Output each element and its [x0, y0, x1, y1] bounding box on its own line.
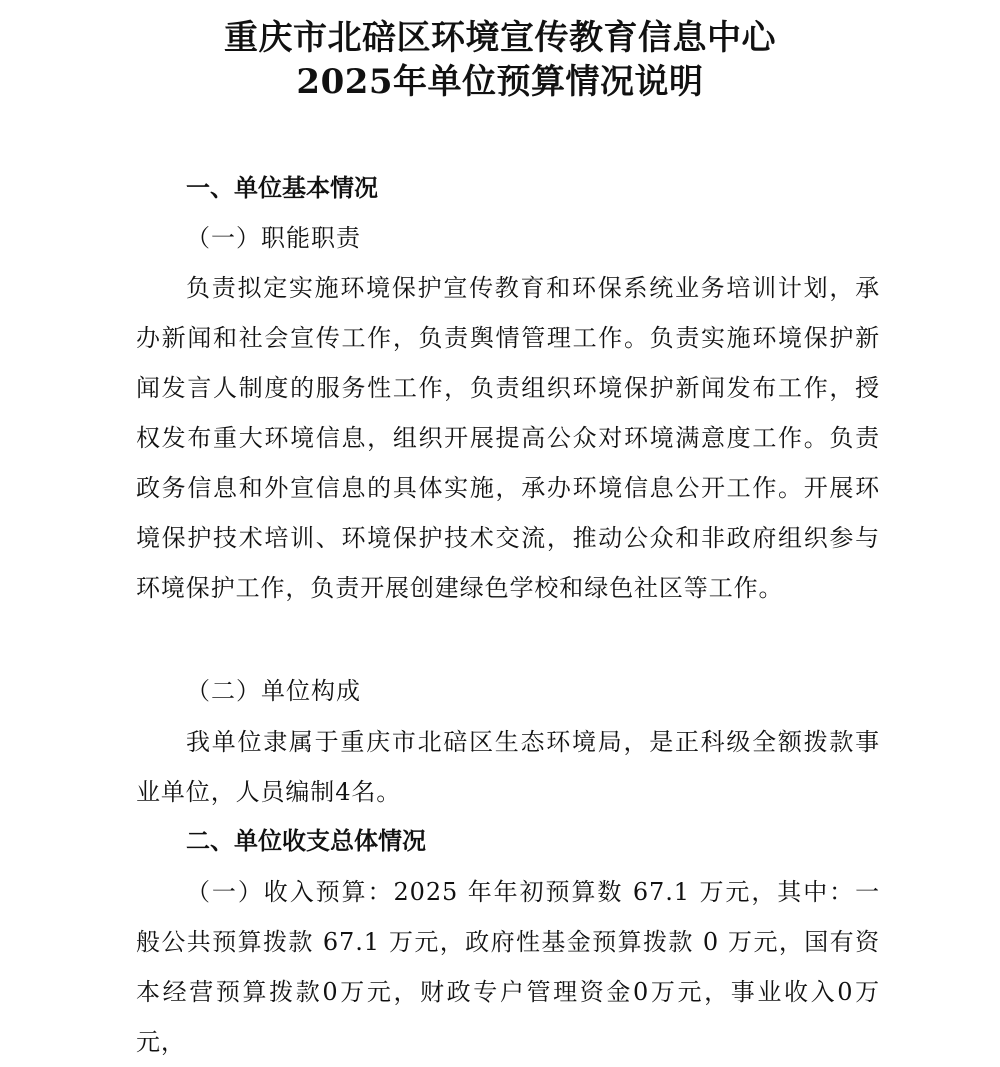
document-title-line1: 重庆市北碚区环境宣传教育信息中心: [224, 18, 776, 58]
section2-heading: 二、单位收支总体情况: [186, 827, 426, 855]
section1-sub1-heading: （一）职能职责: [186, 224, 361, 252]
section2-sub1-paragraph: （一）收入预算：2025 年年初预算数 67.1 万元，其中：一般公共预算拨款 67.1 万元，政府性基金预算拨款 0 万元，国有资本经营预算拨款0万元，财政专户管理资金0万元，事业收入0万元，: [136, 878, 880, 1056]
section1-sub2-heading: （二）单位构成: [186, 677, 361, 705]
section1-sub2-paragraph: 我单位隶属于重庆市北碚区生态环境局，是正科级全额拨款事业单位，人员编制4名。: [136, 728, 880, 806]
section1-heading: 一、单位基本情况: [186, 174, 378, 202]
section1-sub1-paragraph: 负责拟定实施环境保护宣传教育和环保系统业务培训计划，承办新闻和社会宣传工作，负责舆情管理工作。负责实施环境保护新闻发言人制度的服务性工作，负责组织环境保护新闻发布工作，授权发布重大环境信息，组织开展提高公众对环境满意度工作。负责政务信息和外宣信息的具体实施，承办环境信息公开工作。开展环境保护技术培训、环境保护技术交流，推动公众和非政府组织参与环境保护工作，负责开展创建绿色学校和绿色社区等工作。: [136, 274, 880, 602]
document-title-line2: 2025年单位预算情况说明: [296, 62, 704, 102]
